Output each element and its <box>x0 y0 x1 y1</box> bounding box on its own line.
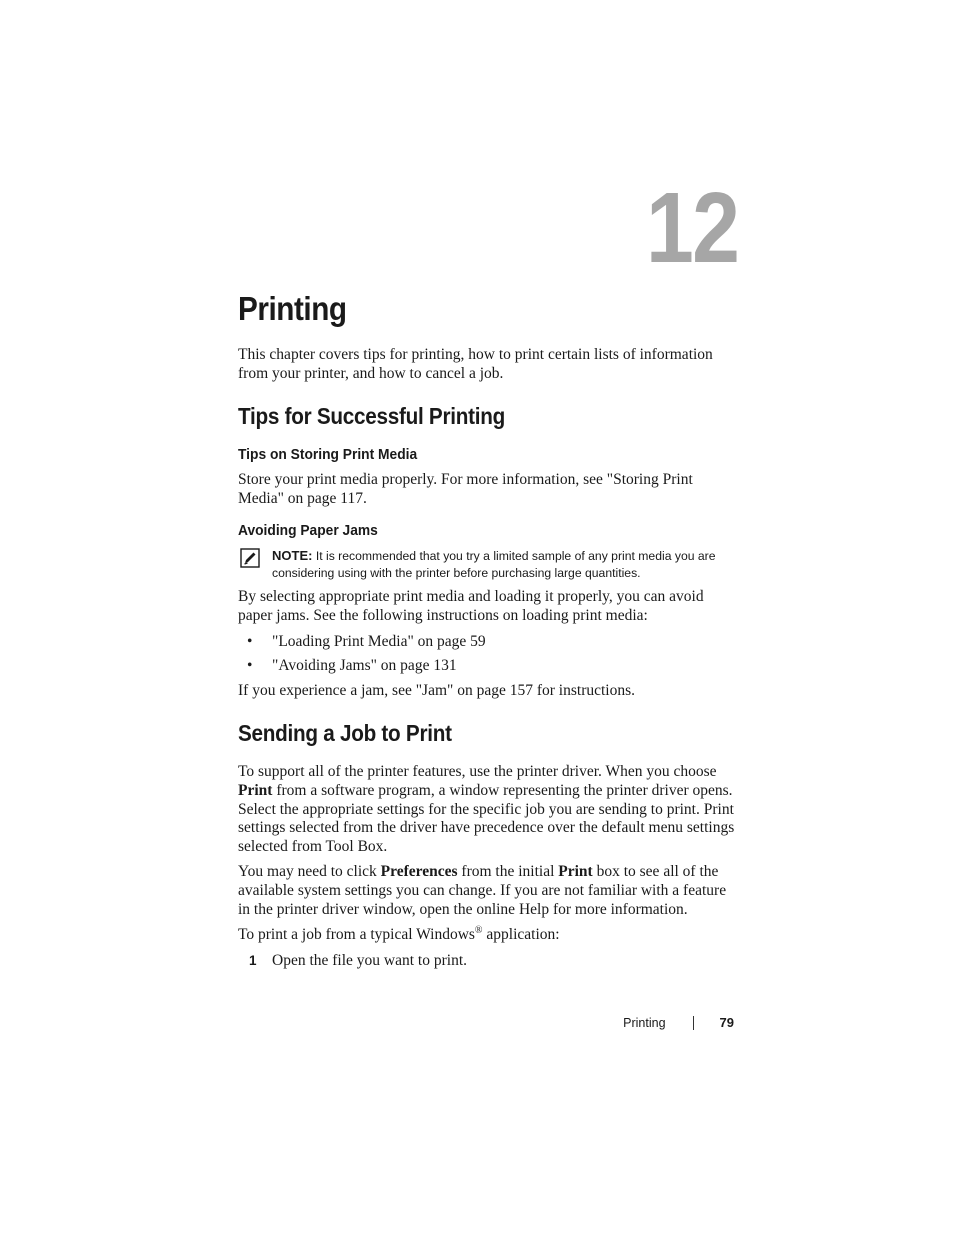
text-run: To print a job from a typical Windows <box>238 926 475 944</box>
cross-reference-link[interactable]: "Loading Print Media" on page 59 <box>272 632 486 650</box>
bold-term: Print <box>238 781 273 799</box>
steps-list <box>238 952 738 971</box>
cross-reference-link[interactable]: "Avoiding Jams" on page 131 <box>272 657 457 675</box>
note-box <box>238 547 738 582</box>
list-item <box>238 633 738 652</box>
text-run: from a software program, a window representing the printer driver opens. Select the appropriate settings for the specific job you are sending to print. Print settings selected from the driver have precedence over the default menu settings selected from Tool Box. <box>238 781 735 855</box>
sending-paragraph-3 <box>238 926 738 945</box>
list-item <box>238 657 738 676</box>
text-run: application: <box>482 926 560 944</box>
jam-instructions-paragraph: If you experience a jam, see "Jam" on page 157 for instructions. <box>238 681 636 699</box>
section-heading-sending: Sending a Job to Print <box>238 720 452 747</box>
page-number: 79 <box>719 1015 734 1030</box>
jams-bullet-list <box>238 633 738 676</box>
bold-term: Preferences <box>380 863 458 881</box>
footer-section-name: Printing <box>623 1015 666 1030</box>
subsection-heading-jams: Avoiding Paper Jams <box>238 522 378 540</box>
jams-paragraph: By selecting appropriate print media and loading it properly, you can avoid paper jams. See the following instructions on loading print media: <box>238 588 704 624</box>
step-number: 1 <box>249 952 257 968</box>
note-text: It is recommended that you try a limited sample of any print media you are considering using with the printer before purchasing large quantities. <box>272 549 716 581</box>
sending-paragraph-1 <box>238 763 738 856</box>
text-run: You may need to click <box>238 863 381 881</box>
sending-paragraph-2 <box>238 863 738 919</box>
note-pencil-icon <box>240 548 260 568</box>
bold-term: Print <box>558 863 593 881</box>
registered-mark: ® <box>474 924 483 936</box>
footer-divider <box>693 1016 694 1030</box>
page-footer <box>623 1015 734 1030</box>
text-run: To support all of the printer features, use the printer driver. When you choose <box>238 763 717 781</box>
bullet-icon: • <box>247 657 253 675</box>
step-text: Open the file you want to print. <box>272 951 467 969</box>
text-run: from the initial <box>457 863 559 881</box>
bullet-icon: • <box>247 632 253 650</box>
chapter-number: 12 <box>645 172 738 284</box>
note-label: NOTE: <box>272 548 313 564</box>
chapter-title: Printing <box>238 290 347 327</box>
text-run: box to see all of the available system settings you can change. If you are not familiar with a feature in the printer driver window, open the online Help for more information. <box>238 863 727 918</box>
chapter-intro: This chapter covers tips for printing, how to print certain lists of information from your printer, and how to cancel a job. <box>238 346 713 382</box>
storing-paragraph: Store your print media properly. For more information, see "Storing Print Media" on page 117. <box>238 471 693 507</box>
section-heading-tips: Tips for Successful Printing <box>238 403 505 430</box>
list-item <box>238 952 738 971</box>
page-content <box>238 290 738 970</box>
subsection-heading-storing: Tips on Storing Print Media <box>238 446 418 464</box>
